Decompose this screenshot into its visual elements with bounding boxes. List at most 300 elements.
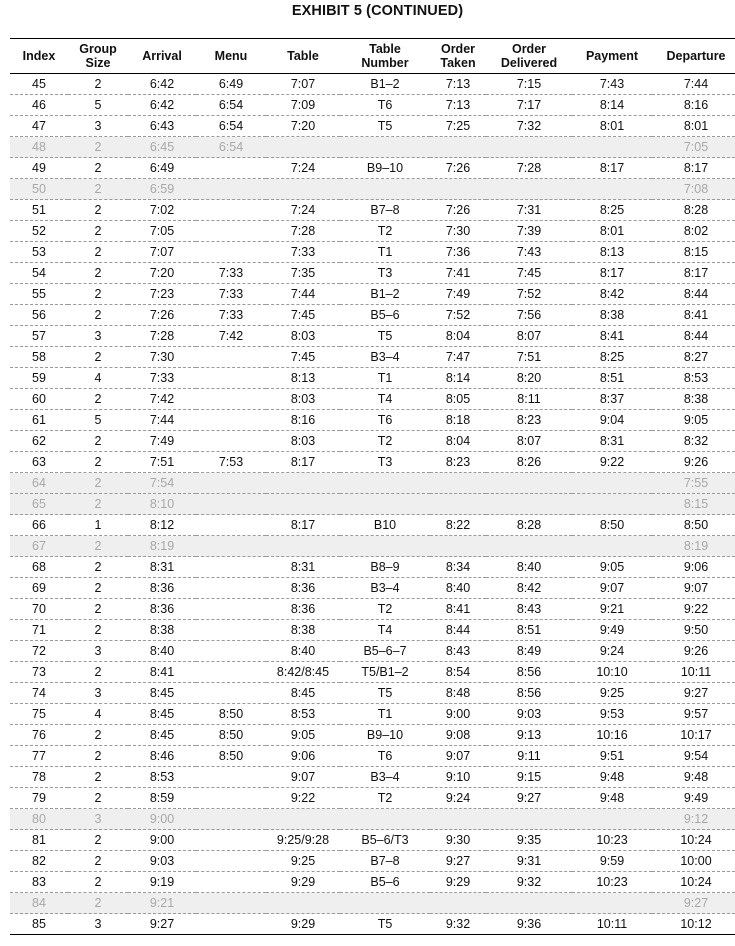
table-cell: 8:28 — [652, 200, 735, 221]
table-cell: 4 — [68, 704, 128, 725]
table-cell: T6 — [340, 410, 430, 431]
table-cell: 2 — [68, 893, 128, 914]
table-cell: 54 — [10, 263, 68, 284]
column-header-line: Group — [79, 42, 117, 56]
table-cell: 8:02 — [652, 221, 735, 242]
table-cell: 8:40 — [486, 557, 572, 578]
table-cell: 7:43 — [486, 242, 572, 263]
table-cell — [196, 830, 266, 851]
table-cell: 7:54 — [128, 473, 196, 494]
table-cell — [340, 494, 430, 515]
table-cell: 7:25 — [430, 116, 486, 137]
table-cell: 3 — [68, 809, 128, 830]
table-cell: 9:05 — [652, 410, 735, 431]
table-cell: 58 — [10, 347, 68, 368]
table-cell: 1 — [68, 515, 128, 536]
table-row — [10, 557, 735, 578]
table-cell: 8:38 — [128, 620, 196, 641]
table-cell: 71 — [10, 620, 68, 641]
table-cell: 8:14 — [430, 368, 486, 389]
table-row — [10, 74, 735, 95]
table-cell — [430, 494, 486, 515]
table-cell — [196, 662, 266, 683]
table-cell: 7:55 — [652, 473, 735, 494]
table-cell: 84 — [10, 893, 68, 914]
table-cell: 9:36 — [486, 914, 572, 935]
table-cell: T3 — [340, 452, 430, 473]
table-cell: 9:48 — [652, 767, 735, 788]
table-row — [10, 431, 735, 452]
table-cell: 9:22 — [572, 452, 652, 473]
table-cell — [430, 893, 486, 914]
table-cell: 7:44 — [128, 410, 196, 431]
table-cell — [486, 473, 572, 494]
table-cell: 7:39 — [486, 221, 572, 242]
table-cell: 3 — [68, 116, 128, 137]
table-cell: 9:04 — [572, 410, 652, 431]
table-cell: 2 — [68, 725, 128, 746]
table-cell — [196, 557, 266, 578]
table-cell: 2 — [68, 284, 128, 305]
table-cell: 2 — [68, 452, 128, 473]
table-cell: 76 — [10, 725, 68, 746]
table-cell — [266, 893, 340, 914]
table-cell: 63 — [10, 452, 68, 473]
column-header-line: Menu — [214, 49, 248, 63]
table-row — [10, 914, 735, 935]
table-cell: 9:19 — [128, 872, 196, 893]
table-cell: 8:44 — [430, 620, 486, 641]
table-cell: 8:50 — [196, 746, 266, 767]
table-cell: 8:17 — [572, 158, 652, 179]
table-cell: 2 — [68, 851, 128, 872]
table-cell: 10:12 — [652, 914, 735, 935]
table-cell: 6:42 — [128, 95, 196, 116]
table-cell: 8:41 — [128, 662, 196, 683]
table-cell: 9:25 — [572, 683, 652, 704]
table-cell — [196, 347, 266, 368]
table-cell: 8:44 — [652, 326, 735, 347]
table-cell: 9:35 — [486, 830, 572, 851]
table-cell: B5–6/T3 — [340, 830, 430, 851]
table-cell — [196, 431, 266, 452]
table-cell: 9:10 — [430, 767, 486, 788]
table-cell: 8:20 — [486, 368, 572, 389]
table-cell: 8:07 — [486, 431, 572, 452]
table-cell — [572, 137, 652, 158]
table-cell: 7:45 — [266, 305, 340, 326]
table-cell: 8:53 — [266, 704, 340, 725]
table-cell: 69 — [10, 578, 68, 599]
table-cell: 8:01 — [572, 116, 652, 137]
table-cell: 9:07 — [430, 746, 486, 767]
table-cell: 9:48 — [572, 767, 652, 788]
table-cell: 47 — [10, 116, 68, 137]
table-cell: T4 — [340, 620, 430, 641]
table-cell: 68 — [10, 557, 68, 578]
table-cell: 9:26 — [652, 641, 735, 662]
table-cell: 10:24 — [652, 830, 735, 851]
table-cell: B3–4 — [340, 578, 430, 599]
table-cell: 7:20 — [128, 263, 196, 284]
table-cell: 8:43 — [486, 599, 572, 620]
table-cell: 7:49 — [430, 284, 486, 305]
table-cell: 57 — [10, 326, 68, 347]
table-cell: B3–4 — [340, 767, 430, 788]
table-cell: 8:36 — [266, 599, 340, 620]
table-cell — [486, 536, 572, 557]
table-cell: 8:04 — [430, 431, 486, 452]
column-header — [486, 39, 572, 74]
table-cell: 3 — [68, 914, 128, 935]
table-cell — [340, 473, 430, 494]
table-cell: 8:27 — [652, 347, 735, 368]
table-cell: 62 — [10, 431, 68, 452]
table-cell — [266, 494, 340, 515]
table-cell: 7:33 — [196, 305, 266, 326]
table-cell — [430, 536, 486, 557]
column-header — [196, 39, 266, 74]
table-cell: B5–6–7 — [340, 641, 430, 662]
table-cell: 73 — [10, 662, 68, 683]
table-cell — [430, 809, 486, 830]
table-cell: 8:36 — [266, 578, 340, 599]
table-cell: 9:05 — [572, 557, 652, 578]
table-cell: 10:11 — [572, 914, 652, 935]
table-cell: T3 — [340, 263, 430, 284]
table-cell — [196, 242, 266, 263]
table-cell: 2 — [68, 767, 128, 788]
table-cell: 8:17 — [652, 158, 735, 179]
table-cell: 6:42 — [128, 74, 196, 95]
table-cell — [486, 137, 572, 158]
table-cell: 7:26 — [430, 200, 486, 221]
table-cell: 8:13 — [572, 242, 652, 263]
table-cell: B7–8 — [340, 851, 430, 872]
table-cell: 9:30 — [430, 830, 486, 851]
table-cell: T5 — [340, 914, 430, 935]
table-cell: 7:49 — [128, 431, 196, 452]
table-cell: 7:51 — [486, 347, 572, 368]
table-cell: 7:33 — [196, 263, 266, 284]
table-cell: 8:05 — [430, 389, 486, 410]
table-cell: 9:54 — [652, 746, 735, 767]
table-cell: 9:53 — [572, 704, 652, 725]
table-row — [10, 473, 735, 494]
table-cell: 8:42 — [486, 578, 572, 599]
table-cell: 7:47 — [430, 347, 486, 368]
table-cell: 6:54 — [196, 137, 266, 158]
table-cell: 2 — [68, 242, 128, 263]
table-cell: 67 — [10, 536, 68, 557]
table-cell: 8:42 — [572, 284, 652, 305]
table-cell: T1 — [340, 242, 430, 263]
table-cell: B8–9 — [340, 557, 430, 578]
table-cell: 8:14 — [572, 95, 652, 116]
table-cell — [266, 536, 340, 557]
table-cell: 8:17 — [572, 263, 652, 284]
table-cell: 7:35 — [266, 263, 340, 284]
table-cell: B10 — [340, 515, 430, 536]
table-cell: 7:05 — [128, 221, 196, 242]
table-cell: 8:40 — [430, 578, 486, 599]
table-cell: 6:43 — [128, 116, 196, 137]
table-cell: 2 — [68, 263, 128, 284]
table-cell — [196, 473, 266, 494]
table-cell: 8:36 — [128, 599, 196, 620]
table-cell — [486, 179, 572, 200]
table-cell: 8:23 — [430, 452, 486, 473]
table-cell: 8:03 — [266, 389, 340, 410]
table-cell — [196, 515, 266, 536]
table-cell: 72 — [10, 641, 68, 662]
table-row — [10, 389, 735, 410]
table-cell: 2 — [68, 746, 128, 767]
table-cell: 8:41 — [652, 305, 735, 326]
table-cell — [430, 179, 486, 200]
table-cell: 8:56 — [486, 662, 572, 683]
table-cell: 8:50 — [572, 515, 652, 536]
table-cell: 8:50 — [196, 704, 266, 725]
table-cell: 8:38 — [572, 305, 652, 326]
table-cell: 8:59 — [128, 788, 196, 809]
table-cell: 8:23 — [486, 410, 572, 431]
table-cell: T2 — [340, 431, 430, 452]
column-header — [128, 39, 196, 74]
table-cell: 7:24 — [266, 200, 340, 221]
table-cell: 60 — [10, 389, 68, 410]
column-header-line: Delivered — [500, 56, 558, 70]
table-cell: 9:11 — [486, 746, 572, 767]
table-cell: 7:26 — [128, 305, 196, 326]
table-cell — [572, 809, 652, 830]
table-cell: 8:51 — [572, 368, 652, 389]
column-header-line: Departure — [666, 49, 726, 63]
table-cell: 8:46 — [128, 746, 196, 767]
table-cell: 8:36 — [128, 578, 196, 599]
table-row — [10, 662, 735, 683]
restaurant-timing-table — [10, 38, 735, 935]
table-cell: 50 — [10, 179, 68, 200]
table-row — [10, 746, 735, 767]
table-cell: 7:28 — [486, 158, 572, 179]
table-cell: 8:48 — [430, 683, 486, 704]
table-cell: 8:16 — [266, 410, 340, 431]
table-cell: 8:41 — [572, 326, 652, 347]
table-cell: 7:08 — [652, 179, 735, 200]
table-cell: 7:24 — [266, 158, 340, 179]
table-cell — [340, 179, 430, 200]
table-cell: 2 — [68, 578, 128, 599]
table-cell: 7:45 — [486, 263, 572, 284]
table-cell — [196, 368, 266, 389]
table-cell: 8:13 — [266, 368, 340, 389]
table-cell — [196, 221, 266, 242]
table-cell: 8:37 — [572, 389, 652, 410]
table-cell: 10:11 — [652, 662, 735, 683]
table-row — [10, 179, 735, 200]
table-cell: T1 — [340, 368, 430, 389]
table-row — [10, 158, 735, 179]
table-row — [10, 578, 735, 599]
table-cell: 7:07 — [266, 74, 340, 95]
table-cell: 2 — [68, 473, 128, 494]
table-cell: 9:03 — [486, 704, 572, 725]
table-cell: T2 — [340, 788, 430, 809]
table-cell: 7:56 — [486, 305, 572, 326]
table-cell: 2 — [68, 536, 128, 557]
column-header-line: Size — [85, 56, 111, 70]
table-cell: 8:04 — [430, 326, 486, 347]
table-cell — [196, 893, 266, 914]
table-cell — [266, 179, 340, 200]
table-cell: 2 — [68, 557, 128, 578]
table-cell: 2 — [68, 788, 128, 809]
table-row — [10, 263, 735, 284]
table-cell: 7:09 — [266, 95, 340, 116]
table-cell: 9:59 — [572, 851, 652, 872]
table-cell: 8:45 — [128, 683, 196, 704]
table-cell — [572, 893, 652, 914]
table-cell — [266, 473, 340, 494]
table-cell: 8:25 — [572, 200, 652, 221]
table-cell — [196, 809, 266, 830]
table-cell: 8:15 — [652, 242, 735, 263]
table-cell: 8:26 — [486, 452, 572, 473]
table-cell: 8:40 — [266, 641, 340, 662]
column-header-line: Order — [511, 42, 547, 56]
table-cell: 2 — [68, 494, 128, 515]
table-cell: 6:49 — [196, 74, 266, 95]
table-row — [10, 536, 735, 557]
table-cell: 9:03 — [128, 851, 196, 872]
table-cell: B1–2 — [340, 74, 430, 95]
table-cell — [196, 494, 266, 515]
table-cell: 9:57 — [652, 704, 735, 725]
table-cell: 2 — [68, 830, 128, 851]
table-cell: 5 — [68, 95, 128, 116]
table-cell: 9:49 — [572, 620, 652, 641]
table-row — [10, 347, 735, 368]
table-row — [10, 95, 735, 116]
table-cell: 8:25 — [572, 347, 652, 368]
table-cell: 2 — [68, 347, 128, 368]
table-cell: 2 — [68, 431, 128, 452]
table-cell: 7:23 — [128, 284, 196, 305]
table-cell: 8:01 — [652, 116, 735, 137]
table-cell: 8:53 — [652, 368, 735, 389]
column-header-line: Index — [22, 49, 56, 63]
table-cell: 7:42 — [196, 326, 266, 347]
table-cell — [572, 536, 652, 557]
table-cell: 10:10 — [572, 662, 652, 683]
table-cell: 8:40 — [128, 641, 196, 662]
table-cell: 7:44 — [266, 284, 340, 305]
table-cell: T6 — [340, 746, 430, 767]
table-cell: 8:44 — [652, 284, 735, 305]
table-cell: 9:15 — [486, 767, 572, 788]
table-cell: 2 — [68, 137, 128, 158]
table-cell: 8:38 — [652, 389, 735, 410]
table-cell: 2 — [68, 599, 128, 620]
table-cell: 70 — [10, 599, 68, 620]
table-cell: 9:24 — [572, 641, 652, 662]
table-cell: 8:31 — [128, 557, 196, 578]
table-cell — [572, 179, 652, 200]
table-cell: 8:38 — [266, 620, 340, 641]
table-cell: 9:07 — [652, 578, 735, 599]
table-cell: 8:50 — [196, 725, 266, 746]
table-row — [10, 788, 735, 809]
table-cell — [196, 200, 266, 221]
table-cell: 8:41 — [430, 599, 486, 620]
table-cell: 6:54 — [196, 95, 266, 116]
table-cell: 2 — [68, 620, 128, 641]
table-row — [10, 725, 735, 746]
table-cell — [196, 914, 266, 935]
table-cell: T2 — [340, 599, 430, 620]
table-row — [10, 830, 735, 851]
column-header — [68, 39, 128, 74]
table-cell: 81 — [10, 830, 68, 851]
table-cell — [196, 767, 266, 788]
table-cell: 8:17 — [266, 515, 340, 536]
column-header — [652, 39, 735, 74]
table-row — [10, 452, 735, 473]
table-row — [10, 494, 735, 515]
table-cell: 7:52 — [430, 305, 486, 326]
table-cell: T5 — [340, 326, 430, 347]
column-header-line: Arrival — [142, 49, 182, 63]
table-cell — [430, 137, 486, 158]
table-cell: 77 — [10, 746, 68, 767]
table-cell: 7:28 — [266, 221, 340, 242]
table-cell: 79 — [10, 788, 68, 809]
table-cell: T1 — [340, 704, 430, 725]
table-cell: 3 — [68, 683, 128, 704]
column-header — [340, 39, 430, 74]
table-cell: 9:00 — [128, 830, 196, 851]
table-cell: 7:13 — [430, 74, 486, 95]
table-cell: 10:17 — [652, 725, 735, 746]
table-cell: 9:27 — [128, 914, 196, 935]
table-cell: 10:23 — [572, 872, 652, 893]
table-cell: 7:30 — [128, 347, 196, 368]
table-body — [10, 74, 735, 935]
table-cell: 8:15 — [652, 494, 735, 515]
table-row — [10, 683, 735, 704]
table-cell: 10:24 — [652, 872, 735, 893]
table-cell — [196, 683, 266, 704]
table-cell: 48 — [10, 137, 68, 158]
table-cell: 66 — [10, 515, 68, 536]
table-cell — [196, 536, 266, 557]
table-row — [10, 872, 735, 893]
table-cell: 59 — [10, 368, 68, 389]
table-cell: 46 — [10, 95, 68, 116]
table-cell — [340, 536, 430, 557]
table-cell: 8:50 — [652, 515, 735, 536]
table-cell: 64 — [10, 473, 68, 494]
table-cell: 8:03 — [266, 431, 340, 452]
table-cell: 7:52 — [486, 284, 572, 305]
table-cell: 8:19 — [128, 536, 196, 557]
table-cell: 80 — [10, 809, 68, 830]
table-cell: 9:27 — [652, 893, 735, 914]
table-cell: 8:03 — [266, 326, 340, 347]
table-cell: T4 — [340, 389, 430, 410]
table-cell: 7:51 — [128, 452, 196, 473]
